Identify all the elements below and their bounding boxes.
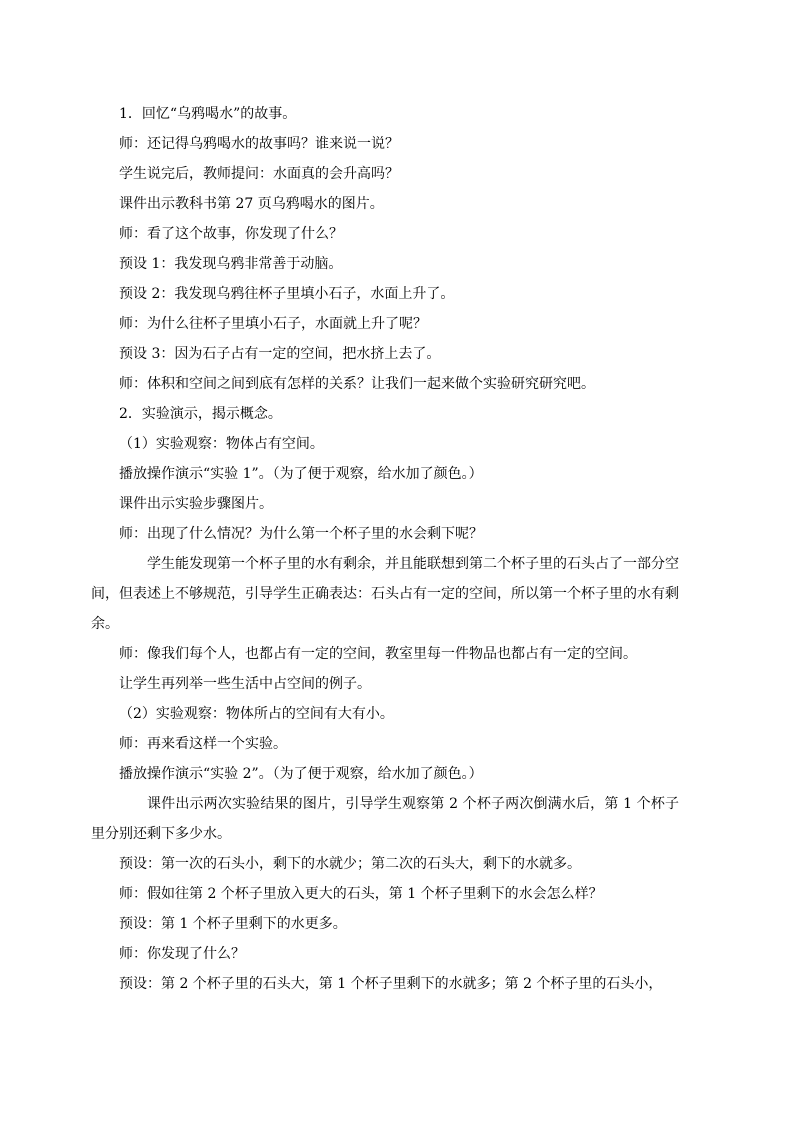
paragraph: 让学生再列举一些生活中占空间的例子。 — [119, 676, 371, 692]
paragraph: 预设：第 1 个杯子里剩下的水更多。 — [119, 916, 347, 932]
paragraph: 师：体积和空间之间到底有怎样的关系？让我们一起来做个实验研究研究吧。 — [119, 376, 595, 392]
paragraph: 播放操作演示“实验 1”。（为了便于观察，给水加了颜色。） — [119, 466, 483, 482]
paragraph: 预设 1：我发现乌鸦非常善于动脑。 — [119, 256, 343, 272]
paragraph: 播放操作演示“实验 2”。（为了便于观察，给水加了颜色。） — [119, 766, 483, 782]
section-heading: 1．回忆“乌鸦喝水”的故事。 — [119, 106, 297, 122]
paragraph: 师：看了这个故事，你发现了什么？ — [119, 226, 343, 242]
subsection-heading: （1）实验观察：物体占有空间。 — [119, 436, 324, 452]
paragraph: 预设 2：我发现乌鸦往杯子里填小石子，水面上升了。 — [119, 286, 455, 302]
paragraph: 学生能发现第一个杯子里的水有剩余，并且能联想到第二个杯子里的石头占了一部分空间，但表述上不够规范，引导学生正确表达：石头占有一定的空间，所以第一个杯子里的水有剩余。 — [91, 556, 679, 632]
paragraph: 师：为什么往杯子里填小石子，水面就上升了呢？ — [119, 316, 427, 332]
paragraph: 师：像我们每个人，也都占有一定的空间，教室里每一件物品也都占有一定的空间。 — [119, 646, 637, 662]
paragraph: 预设：第一次的石头小，剩下的水就少；第二次的石头大，剩下的水就多。 — [119, 856, 581, 872]
paragraph: 课件出示教科书第 27 页乌鸦喝水的图片。 — [119, 196, 384, 212]
document-body — [91, 99, 679, 999]
paragraph: 学生说完后，教师提问：水面真的会升高吗？ — [119, 166, 399, 182]
paragraph: 课件出示实验步骤图片。 — [119, 496, 273, 512]
paragraph: 师：还记得乌鸦喝水的故事吗？谁来说一说？ — [119, 136, 399, 152]
subsection-heading: （2）实验观察：物体所占的空间有大有小。 — [119, 706, 394, 722]
paragraph: 师：假如往第 2 个杯子里放入更大的石头，第 1 个杯子里剩下的水会怎么样？ — [119, 886, 603, 902]
section-heading: 2．实验演示，揭示概念。 — [119, 406, 282, 422]
paragraph: 师：出现了什么情况？为什么第一个杯子里的水会剩下呢？ — [119, 526, 483, 542]
paragraph: 师：你发现了什么？ — [119, 946, 245, 962]
paragraph: 预设 3：因为石子占有一定的空间，把水挤上去了。 — [119, 346, 441, 362]
paragraph: 课件出示两次实验结果的图片，引导学生观察第 2 个杯子两次倒满水后，第 1 个杯子里分别还剩下多少水。 — [91, 796, 679, 842]
paragraph: 师：再来看这样一个实验。 — [119, 736, 287, 752]
paragraph: 预设：第 2 个杯子里的石头大，第 1 个杯子里剩下的水就多；第 2 个杯子里的石头小， — [119, 976, 663, 992]
